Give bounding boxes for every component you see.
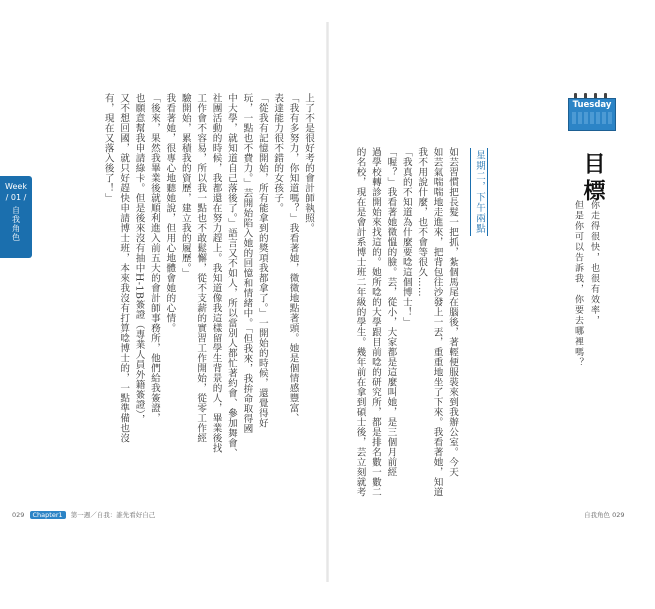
paragraph: 上了不是很好考的會計師執照。 xyxy=(303,93,314,233)
footer-left-text: 第一週／自我：誰先看好自己 xyxy=(70,511,156,519)
week-tab-topic: 自我角色 xyxy=(11,206,21,242)
paragraph: 如芸習慣把長髮一把抓，紮個馬尾在腦後，著輕便服裝來到我辦公室。今天 xyxy=(447,147,458,477)
week-tab-label: Week xyxy=(5,182,27,191)
paragraph: 工作會不容易，所以我一點也不敢鬆懈，從不支薪的實習工作開始，從零工作經 xyxy=(195,93,207,443)
paragraph: 也願意幫我申請綠卡。但是後來沒有抽中H-1B簽證（專業人員外籍簽證）， xyxy=(133,93,145,425)
paragraph: 玩，一點也不費力。」芸開始陷入她的回憶和情緒中。「但我來，我拚命取得國 xyxy=(241,93,253,434)
paragraph: 「從我有記憶開始，所有能拿到的獎項我都拿了。」一開始的時候，還覺得好 xyxy=(256,93,268,429)
paragraph: 「喔？」我看著她微慍的臉。芸，從小，大家都是這麼叫她，是三個月前經 xyxy=(385,147,397,477)
page-number-right: 029 xyxy=(612,511,625,519)
week-tab-number: / 01 / xyxy=(5,193,27,202)
calendar-icon xyxy=(568,93,616,131)
paragraph: 又不想回國，就只好趕快申請博士班，本來我沒有打算唸博士的，一點準備也沒 xyxy=(118,93,130,443)
week-tab[interactable] xyxy=(0,176,32,258)
paragraph: 中大學，就知道自己落後了。」語言又不如人，所以當別人都忙著約會、參加舞會、 xyxy=(225,93,237,459)
paragraph: 「我真的不知道為什麼要唸這個博士！」 xyxy=(400,147,412,327)
footer-right-text: 自我角色 xyxy=(584,511,610,519)
footer-left xyxy=(12,510,155,519)
paragraph: 如芸氣喘喘地走進來，把背包往沙發上一丟，重重地坐了下來。我看著她，知道 xyxy=(431,147,443,497)
paragraph: 過學校轉診開始來找這的。她所唸的大學跟目前唸的研究所，都是排名數一數二 xyxy=(369,147,381,497)
paragraph: 的名校，現在是會計系博士班二年級的學生。幾年前在拿到碩士後，芸立刻就考 xyxy=(354,147,366,497)
time-label: 星期二，下午兩點 xyxy=(470,148,488,236)
paragraph: 「後來，果然我畢業後就順利進入前五大的會計師事務所，他們給我簽證， xyxy=(148,93,160,423)
right-page-body xyxy=(320,147,460,497)
footer-right xyxy=(584,510,625,519)
left-page-body xyxy=(58,93,316,475)
paragraph: 社團活動的時候，我都還在努力趕上。我知道像我這樣留學生背景的人，畢業後找 xyxy=(210,93,222,453)
paragraph: 驗開始，累積我的資歷，建立我的履歷。」 xyxy=(179,93,191,279)
paragraph: 有，現在又落入後了！」 xyxy=(102,93,114,203)
page-number-left: 029 xyxy=(12,511,25,519)
paragraph: 我看著她，很專心地聽她說，但用心地體會她的心情。 xyxy=(164,93,176,333)
paragraph: 我不用說什麼，也不會等很久…… xyxy=(416,147,428,297)
chapter-title: 目標 xyxy=(580,152,606,206)
quote-line-1: 你走得很快，也很有效率， xyxy=(589,200,599,326)
paragraph: 「我有多努力，你知道嗎？」我看著她，微微地點著頭。她是個情感豐富、 xyxy=(287,93,299,423)
day-label: Tuesday xyxy=(572,100,612,110)
quote-line-2: 但是你可以告訴我，你要去哪裡嗎？ xyxy=(573,200,583,368)
chapter-badge: Chapter1 xyxy=(30,511,66,519)
paragraph: 表達能力很不錯的女孩子。 xyxy=(272,93,284,213)
